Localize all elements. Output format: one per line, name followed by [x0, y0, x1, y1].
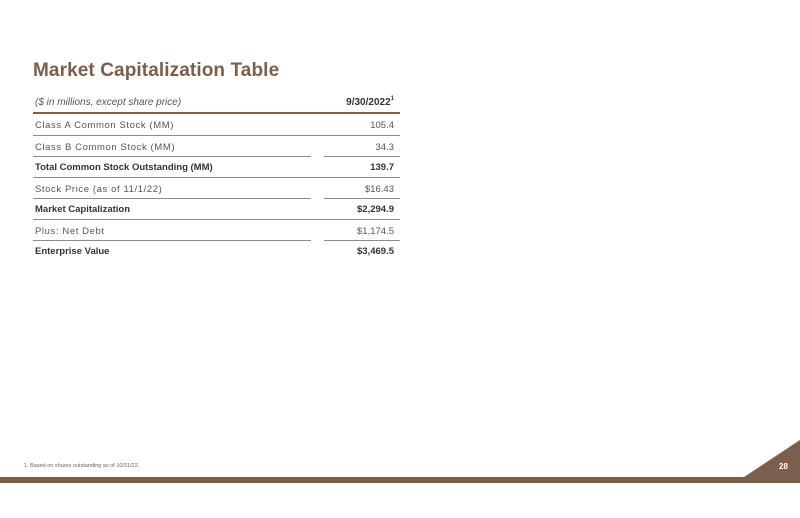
market-cap-table	[33, 96, 400, 261]
row-value: $2,294.9	[357, 204, 394, 215]
footer-band	[0, 477, 800, 483]
row-label: Plus: Net Debt	[35, 225, 105, 237]
header-label: ($ in millions, except share price)	[35, 97, 182, 108]
row-label: Class B Common Stock (MM)	[35, 141, 176, 153]
table-row-net-debt	[33, 220, 400, 241]
row-label: Enterprise Value	[35, 246, 110, 257]
table-header	[33, 96, 400, 114]
header-footnote-marker: 1	[390, 96, 394, 102]
row-label: Class A Common Stock (MM)	[35, 120, 175, 131]
page-number: 28	[779, 462, 788, 471]
row-value: $1,174.5	[357, 225, 394, 237]
table-row-enterprise-value	[33, 240, 400, 261]
footnote: 1. Based on shares outstanding as of 10/31/22.	[24, 463, 140, 469]
header-date-column	[346, 97, 394, 108]
row-value: 34.3	[375, 141, 394, 153]
row-value: 139.7	[370, 162, 394, 173]
row-value: 105.4	[370, 120, 394, 131]
row-value: $3,469.5	[357, 246, 394, 257]
table-row-stock-price	[33, 178, 400, 199]
table-row-class-b	[33, 136, 400, 157]
table-row-total-common	[33, 156, 400, 177]
slide-title: Market Capitalization Table	[33, 60, 280, 81]
row-label: Stock Price (as of 11/1/22)	[35, 183, 163, 195]
row-value: $16.43	[364, 183, 394, 195]
header-date: 9/30/2022	[346, 97, 391, 108]
row-label: Market Capitalization	[35, 204, 131, 215]
row-label: Total Common Stock Outstanding (MM)	[35, 162, 213, 173]
table-row-market-cap	[33, 198, 400, 219]
table-row-class-a	[33, 114, 400, 135]
